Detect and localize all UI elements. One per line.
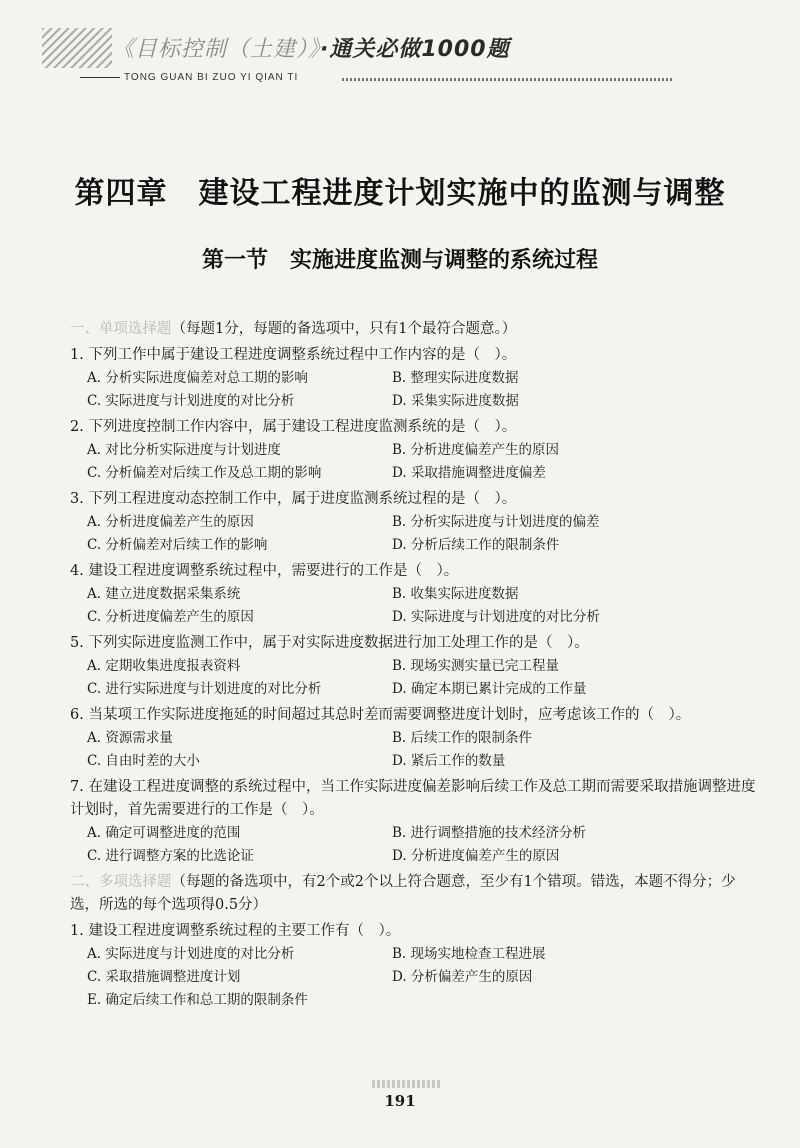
header-stripes-decoration xyxy=(42,28,112,68)
option: B. 收集实际进度数据 xyxy=(392,586,519,602)
question-options xyxy=(70,822,760,868)
option: D. 实际进度与计划进度的对比分析 xyxy=(392,609,600,625)
part1-question-list xyxy=(70,344,760,868)
option: A. 资源需求量 xyxy=(87,730,173,746)
option: B. 现场实测实量已完工程量 xyxy=(392,658,560,674)
part2-instruction: （每题的备选项中，有2个或2个以上符合题意，至少有1个错项。错选，本题不得分；少选，所选的每个选项得0.5分） xyxy=(70,874,736,913)
option: C. 实际进度与计划进度的对比分析 xyxy=(87,393,295,409)
question-options xyxy=(70,367,760,413)
question-stem: 6. 当某项工作实际进度拖延的时间超过其总时差而需要调整进度计划时，应考虑该工作的（ ）。 xyxy=(70,707,691,723)
option: B. 现场实地检查工程进展 xyxy=(392,946,546,962)
option: D. 分析进度偏差产生的原因 xyxy=(392,848,560,864)
question-options xyxy=(70,511,760,557)
question-options xyxy=(70,943,760,1012)
option: B. 后续工作的限制条件 xyxy=(392,730,533,746)
option: C. 进行实际进度与计划进度的对比分析 xyxy=(87,681,322,697)
question-options xyxy=(70,727,760,773)
question-stem: 4. 建设工程进度调整系统过程中，需要进行的工作是（ ）。 xyxy=(70,563,459,579)
question-stem: 1. 下列工作中属于建设工程进度调整系统过程中工作内容的是（ ）。 xyxy=(70,347,517,363)
option: A. 对比分析实际进度与计划进度 xyxy=(87,442,281,458)
part2-question-list xyxy=(70,920,760,1012)
option: A. 确定可调整进度的范围 xyxy=(87,825,241,841)
option: C. 进行调整方案的比选论证 xyxy=(87,848,254,864)
page-number: 191 xyxy=(384,1092,416,1110)
book-title xyxy=(112,32,510,63)
part1-instruction: （每题1分，每题的备选项中，只有1个最符合题意。） xyxy=(171,321,517,337)
option: C. 分析偏差对后续工作及总工期的影响 xyxy=(87,465,322,481)
chapter-title: 第四章 建设工程进度计划实施中的监测与调整 xyxy=(74,176,726,211)
part2-heading xyxy=(70,871,760,917)
option: B. 进行调整措施的技术经济分析 xyxy=(392,825,587,841)
question-stem: 2. 下列进度控制工作内容中，属于建设工程进度监测系统的是（ ）。 xyxy=(70,419,517,435)
option: D. 采集实际进度数据 xyxy=(392,393,519,409)
question-options xyxy=(70,655,760,701)
option: C. 分析进度偏差产生的原因 xyxy=(87,609,254,625)
running-header xyxy=(42,28,682,86)
option: A. 分析实际进度偏差对总工期的影响 xyxy=(87,370,308,386)
option: A. 建立进度数据采集系统 xyxy=(87,586,241,602)
option: A. 实际进度与计划进度的对比分析 xyxy=(87,946,295,962)
book-subtitle: ·通关必做1000题 xyxy=(320,37,510,62)
question-options xyxy=(70,439,760,485)
option: B. 分析进度偏差产生的原因 xyxy=(392,442,560,458)
section-title: 第一节 实施进度监测与调整的系统过程 xyxy=(201,248,598,273)
option: B. 分析实际进度与计划进度的偏差 xyxy=(392,514,600,530)
question-content xyxy=(70,318,760,1012)
option: B. 整理实际进度数据 xyxy=(392,370,519,386)
question-stem: 7. 在建设工程进度调整的系统过程中，当工作实际进度偏差影响后续工作及总工期而需要采取措施调整进度计划时，首先需要进行的工作是（ ）。 xyxy=(70,779,756,818)
option: D. 分析后续工作的限制条件 xyxy=(392,537,560,553)
option: D. 采取措施调整进度偏差 xyxy=(392,465,546,481)
option: C. 采取措施调整进度计划 xyxy=(87,969,241,985)
option: E. 确定后续工作和总工期的限制条件 xyxy=(87,992,308,1008)
header-pinyin: TONG GUAN BI ZUO YI QIAN TI xyxy=(80,72,298,83)
option: D. 紧后工作的数量 xyxy=(392,753,506,769)
part1-label: 一、单项选择题 xyxy=(70,321,172,337)
option: D. 分析偏差产生的原因 xyxy=(392,969,533,985)
page-number-ornament xyxy=(372,1080,442,1088)
header-rule xyxy=(342,78,672,81)
part1-heading xyxy=(70,318,760,341)
question-stem: 3. 下列工程进度动态控制工作中，属于进度监测系统过程的是（ ）。 xyxy=(70,491,517,507)
option: A. 分析进度偏差产生的原因 xyxy=(87,514,254,530)
option: C. 自由时差的大小 xyxy=(87,753,200,769)
part2-label: 二、多项选择题 xyxy=(70,874,172,890)
question-options xyxy=(70,583,760,629)
option: D. 确定本期已累计完成的工作量 xyxy=(392,681,587,697)
option: C. 分析偏差对后续工作的影响 xyxy=(87,537,268,553)
question-stem: 1. 建设工程进度调整系统过程的主要工作有（ ）。 xyxy=(70,923,401,939)
question-stem: 5. 下列实际进度监测工作中，属于对实际进度数据进行加工处理工作的是（ ）。 xyxy=(70,635,589,651)
book-title-main: 《目标控制（土建）》 xyxy=(112,37,321,62)
option: A. 定期收集进度报表资料 xyxy=(87,658,241,674)
